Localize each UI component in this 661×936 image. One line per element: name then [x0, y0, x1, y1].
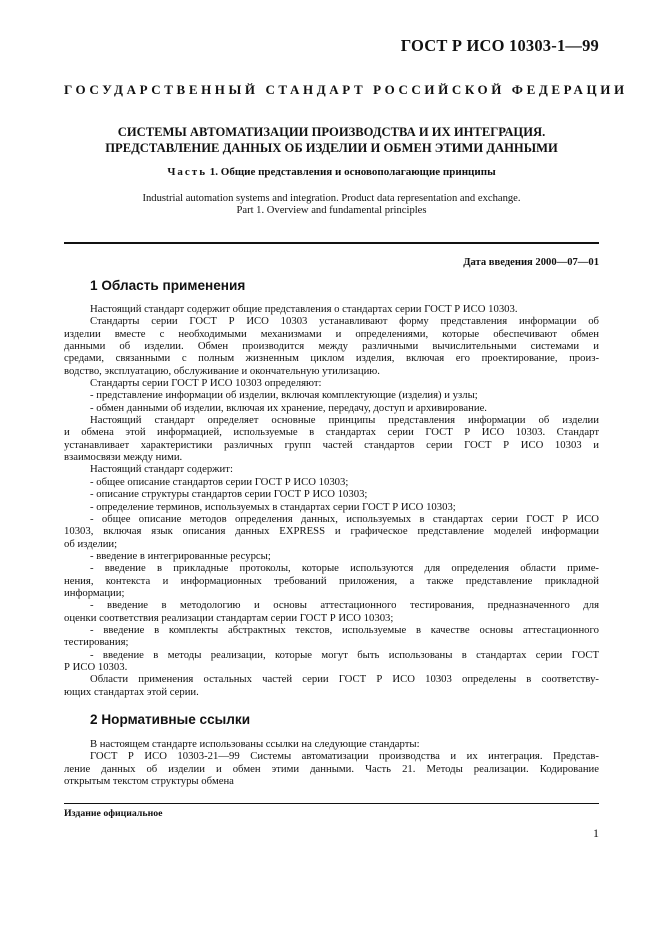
text-line: и обмена этой информацией, используемые в стандартах серии ГОСТ Р ИСО 10303. Стандарт [64, 426, 599, 439]
text-line: открытым текстом структуры обмена [64, 775, 234, 788]
text-line: - представление информации об изделии, включая комплектующие (изделия) и узлы; [90, 389, 478, 402]
part-title-rest: 1. Общие представления и основополагающие принципы [207, 166, 496, 178]
text-line: В настоящем стандарте использованы ссылки на следующие стандарты: [90, 738, 420, 750]
text-line: изделии вместе с необходимыми механизмами и определениями, которые обеспечивают обмен [64, 327, 599, 340]
text-line: об изделии; [64, 537, 118, 550]
text-line: Настоящий стандарт определяет основные принципы представления информации об изделии [90, 414, 599, 427]
text-line: оценки соответствия реализации стандартам серии ГОСТ Р ИСО 10303; [64, 611, 394, 624]
introduction-date: Дата введения 2000—07—01 [463, 257, 599, 268]
section-2-heading: 2 Нормативные ссылки [90, 712, 251, 727]
text-line: Настоящий стандарт содержит общие представления о стандартах серии ГОСТ Р ИСО 10303. [90, 303, 518, 315]
page-number: 1 [593, 826, 599, 840]
document-title [64, 124, 599, 156]
part-word: Часть [167, 166, 208, 178]
text-line: - определение терминов, используемых в стандартах серии ГОСТ Р ИСО 10303; [90, 500, 456, 513]
text-line: тестирования; [64, 636, 129, 649]
title-line-1: СИСТЕМЫ АВТОМАТИЗАЦИИ ПРОИЗВОДСТВА И ИХ ИНТЕГРАЦИЯ. [117, 125, 546, 139]
text-line: - введение в прикладные протоколы, которые используются для определения области приме- [90, 562, 599, 575]
english-title-line-2: Part 1. Overview and fundamental principles [236, 205, 427, 216]
text-line: данными об изделии. Обмен производится между различными вычислительными системами и [64, 340, 599, 353]
text-line: - общее описание стандартов серии ГОСТ Р ИСО 10303; [90, 475, 349, 488]
english-title-line-1: Industrial automation systems and integration. Product data representation and exchange. [142, 193, 521, 204]
text-line: - введение в методы реализации, которые могут быть использованы в стандартах серии ГОСТ [90, 648, 599, 661]
text-line: - введение в методологию и основы аттестационного тестирования, предназначенного для [90, 599, 599, 612]
title-line-2: ПРЕДСТАВЛЕНИЕ ДАННЫХ ОБ ИЗДЕЛИИ И ОБМЕН ЭТИМИ ДАННЫМИ [105, 141, 558, 155]
text-line: Р ИСО 10303. [64, 660, 128, 673]
text-line: Стандарты серии ГОСТ Р ИСО 10303 устанавливают форму представления информации об [90, 315, 599, 328]
official-edition-note: Издание официальное [64, 808, 163, 819]
english-title [64, 193, 599, 217]
section-1-body [64, 303, 599, 698]
text-line: информации; [64, 586, 125, 599]
text-line: водство, эксплуатацию, обслуживание и окончательную утилизацию. [64, 364, 380, 377]
text-line: - введение в интегрированные ресурсы; [90, 549, 271, 562]
text-line: средами, связанными с полным жизненным циклом изделия, включая его проектирование, произ- [64, 352, 599, 365]
part-title [64, 166, 599, 178]
state-standard-heading: ГОСУДАРСТВЕННЫЙ СТАНДАРТ РОССИЙСКОЙ ФЕДЕРАЦИИ [64, 82, 628, 97]
text-line: ГОСТ Р ИСО 10303-21—99 Системы автоматизации производства и их интеграция. Представ- [90, 750, 599, 763]
text-line: - описание структуры стандартов серии ГОСТ Р ИСО 10303; [90, 488, 368, 501]
footer-divider [64, 803, 599, 804]
text-line: - общее описание методов определения данных, используемых в стандартах серии ГОСТ Р ИСО [90, 512, 599, 525]
top-divider [64, 242, 599, 244]
text-line: ление данных об изделии и обмен этими данными. Часть 21. Методы реализации. Кодирование [64, 762, 599, 775]
text-line: - обмен данными об изделии, включая их хранение, передачу, доступ и архивирование. [90, 401, 487, 414]
document-code: ГОСТ Р ИСО 10303-1—99 [400, 36, 599, 55]
section-2-body [64, 738, 599, 787]
text-line: Области применения остальных частей серии ГОСТ Р ИСО 10303 определены в соответству- [90, 673, 599, 686]
section-1-heading: 1 Область применения [90, 278, 246, 293]
text-line: устанавливает характеристики различных групп частей стандартов серии ГОСТ Р ИСО 10303 и [64, 438, 599, 451]
text-line: Стандарты серии ГОСТ Р ИСО 10303 определяют: [90, 377, 322, 390]
text-line: - введение в комплекты абстрактных текстов, используемые в качестве основы аттестационного [90, 623, 599, 636]
text-line: взаимосвязи между ними. [64, 451, 183, 464]
text-line: 10303, включая язык описания данных EXPRESS и графическое представление моделей информации [64, 525, 599, 538]
text-line: Настоящий стандарт содержит: [90, 463, 233, 476]
text-line: нения, контекста и информационных требований приложения, а также представление прикладной [64, 574, 599, 587]
text-line: ющих стандартах этой серии. [64, 685, 199, 698]
